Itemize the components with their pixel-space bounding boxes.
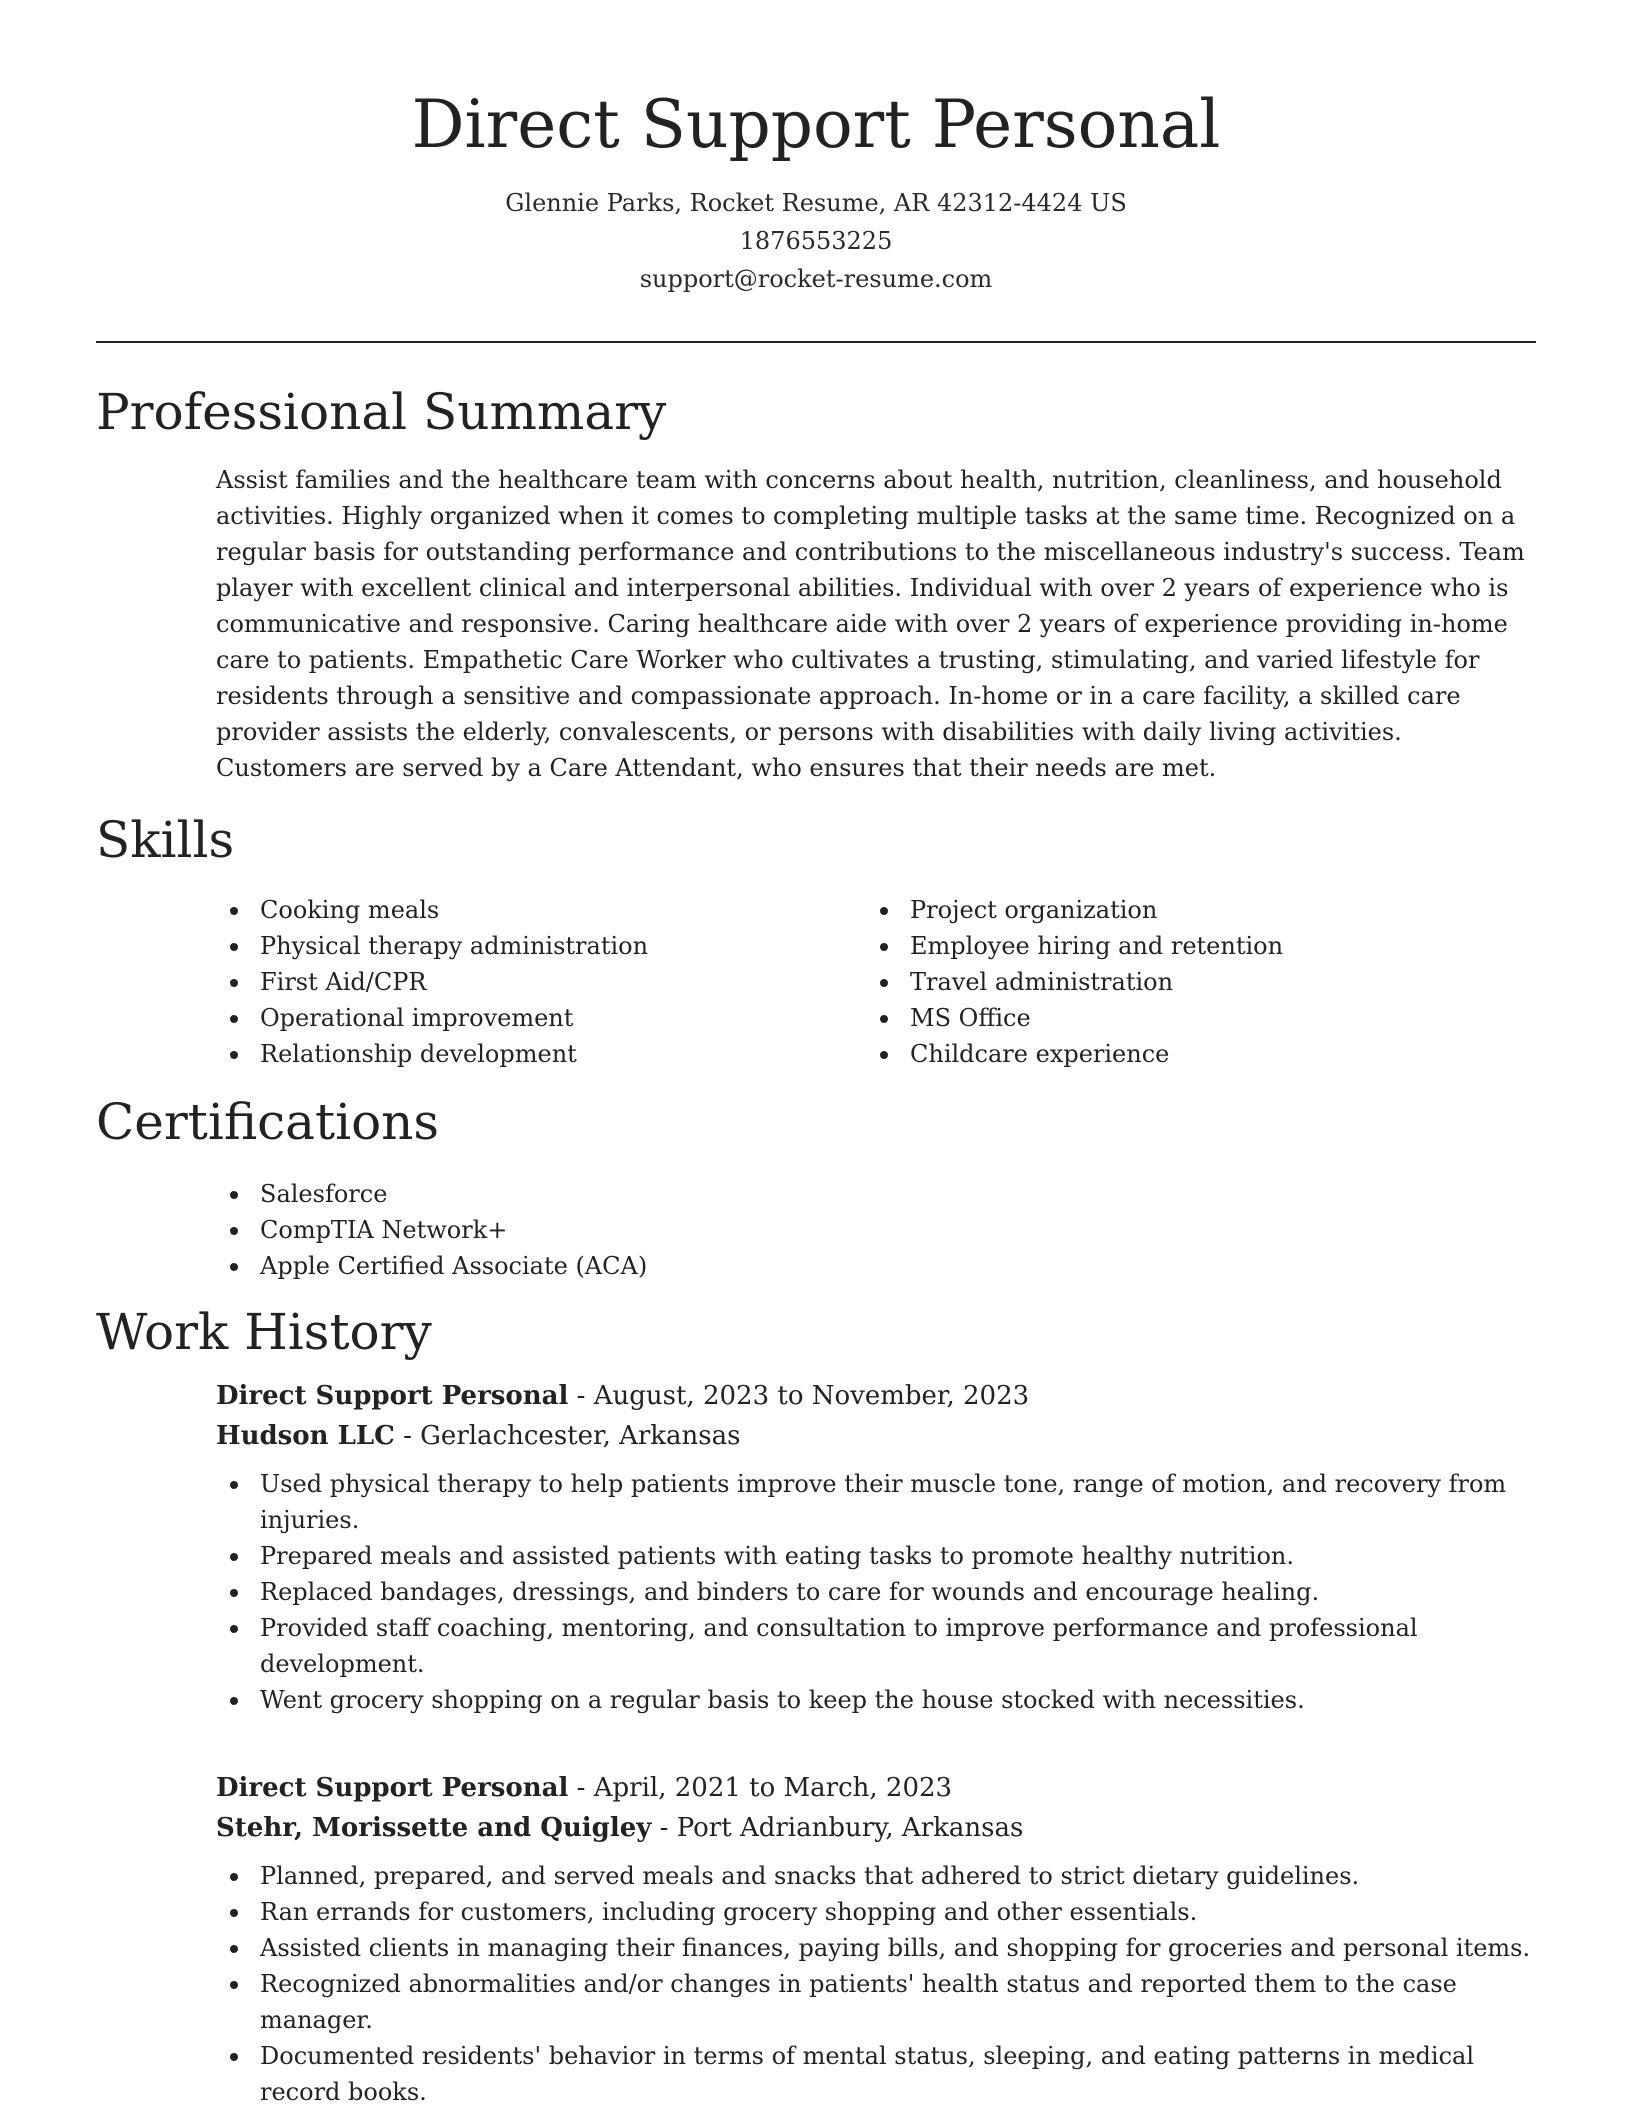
job-company: Stehr, Morissette and Quigley (216, 1813, 652, 1843)
skills-list-right (866, 892, 1526, 1072)
skill-item: First Aid/CPR (216, 964, 826, 1000)
job-dates: - August, 2023 to November, 2023 (568, 1381, 1030, 1411)
skill-item: Operational improvement (216, 1000, 826, 1036)
skill-item: Physical therapy administration (216, 928, 826, 964)
job-company: Hudson LLC (216, 1421, 395, 1451)
certifications-list (216, 1176, 1536, 1284)
certification-item: Apple Certified Associate (ACA) (216, 1248, 1536, 1284)
section-title-skills: Skills (96, 811, 235, 869)
skill-item: Project organization (866, 892, 1526, 928)
job-entry (216, 1376, 1536, 1718)
job-bullet: Planned, prepared, and served meals and snacks that adhered to strict dietary guidelines. (216, 1858, 1536, 1894)
skill-item: MS Office (866, 1000, 1526, 1036)
job-bullet: Documented residents' behavior in terms of mental status, sleeping, and eating patterns in medical record books. (216, 2038, 1536, 2110)
job-bullet: Went grocery shopping on a regular basis to keep the house stocked with necessities. (216, 1682, 1536, 1718)
skill-item: Childcare experience (866, 1036, 1526, 1072)
section-title-work-history: Work History (96, 1303, 432, 1361)
job-bullet: Recognized abnormalities and/or changes in patients' health status and reported them to the case manager. (216, 1966, 1536, 2038)
job-title-line (216, 1376, 1536, 1416)
skill-item: Travel administration (866, 964, 1526, 1000)
contact-email: support@rocket-resume.com (639, 265, 993, 293)
contact-address: Glennie Parks, Rocket Resume, AR 42312-4424 US (505, 189, 1127, 217)
job-position: Direct Support Personal (216, 1381, 569, 1411)
skill-item: Relationship development (216, 1036, 826, 1072)
section-title-certifications: Certifications (96, 1093, 440, 1151)
job-bullet-list (216, 1858, 1536, 2110)
job-bullet: Replaced bandages, dressings, and binders to care for wounds and encourage healing. (216, 1574, 1536, 1610)
job-position: Direct Support Personal (216, 1773, 569, 1803)
job-location: - Port Adrianbury, Arkansas (651, 1813, 1024, 1843)
job-company-line (216, 1808, 1536, 1848)
job-bullet: Ran errands for customers, including grocery shopping and other essentials. (216, 1894, 1536, 1930)
job-entry (216, 1768, 1536, 2110)
contact-phone: 1876553225 (739, 227, 893, 255)
job-title-line (216, 1768, 1536, 1808)
job-company-line (216, 1416, 1536, 1456)
job-location: - Gerlachcester, Arkansas (394, 1421, 741, 1451)
summary-text: Assist families and the healthcare team with concerns about health, nutrition, cleanliness, and household activities. Highly organized when it comes to completing multiple tasks at the same time. Recognized on a regular basis for outstanding performance and contributions to the miscellaneous industry's success. Team player with excellent clinical and interpersonal abilities. Individual with over 2 years of experience who is communicative and responsive. Caring healthcare aide with over 2 years of experience providing in-home care to patients. Empathetic Care Worker who cultivates a trusting, stimulating, and varied lifestyle for residents through a sensitive and compassionate approach. In-home or in a care facility, a skilled care provider assists the elderly, convalescents, or persons with disabilities with daily living activities. Customers are served by a Care Attendant, who ensures that their needs are met. (216, 466, 1525, 782)
job-bullet: Assisted clients in managing their finances, paying bills, and shopping for groceries and personal items. (216, 1930, 1536, 1966)
job-bullet: Used physical therapy to help patients improve their muscle tone, range of motion, and recovery from injuries. (216, 1466, 1536, 1538)
job-dates: - April, 2021 to March, 2023 (568, 1773, 953, 1803)
section-title-summary: Professional Summary (96, 383, 667, 441)
skills-list-left (216, 892, 826, 1072)
certification-item: CompTIA Network+ (216, 1212, 1536, 1248)
skill-item: Cooking meals (216, 892, 826, 928)
certification-item: Salesforce (216, 1176, 1536, 1212)
job-bullet: Provided staff coaching, mentoring, and consultation to improve performance and professional development. (216, 1610, 1536, 1682)
job-bullet: Prepared meals and assisted patients with eating tasks to promote healthy nutrition. (216, 1538, 1536, 1574)
resume-header (96, 80, 1536, 298)
job-bullet-list (216, 1466, 1536, 1718)
skill-item: Employee hiring and retention (866, 928, 1526, 964)
candidate-name: Direct Support Personal (411, 86, 1221, 163)
header-divider (96, 341, 1536, 343)
